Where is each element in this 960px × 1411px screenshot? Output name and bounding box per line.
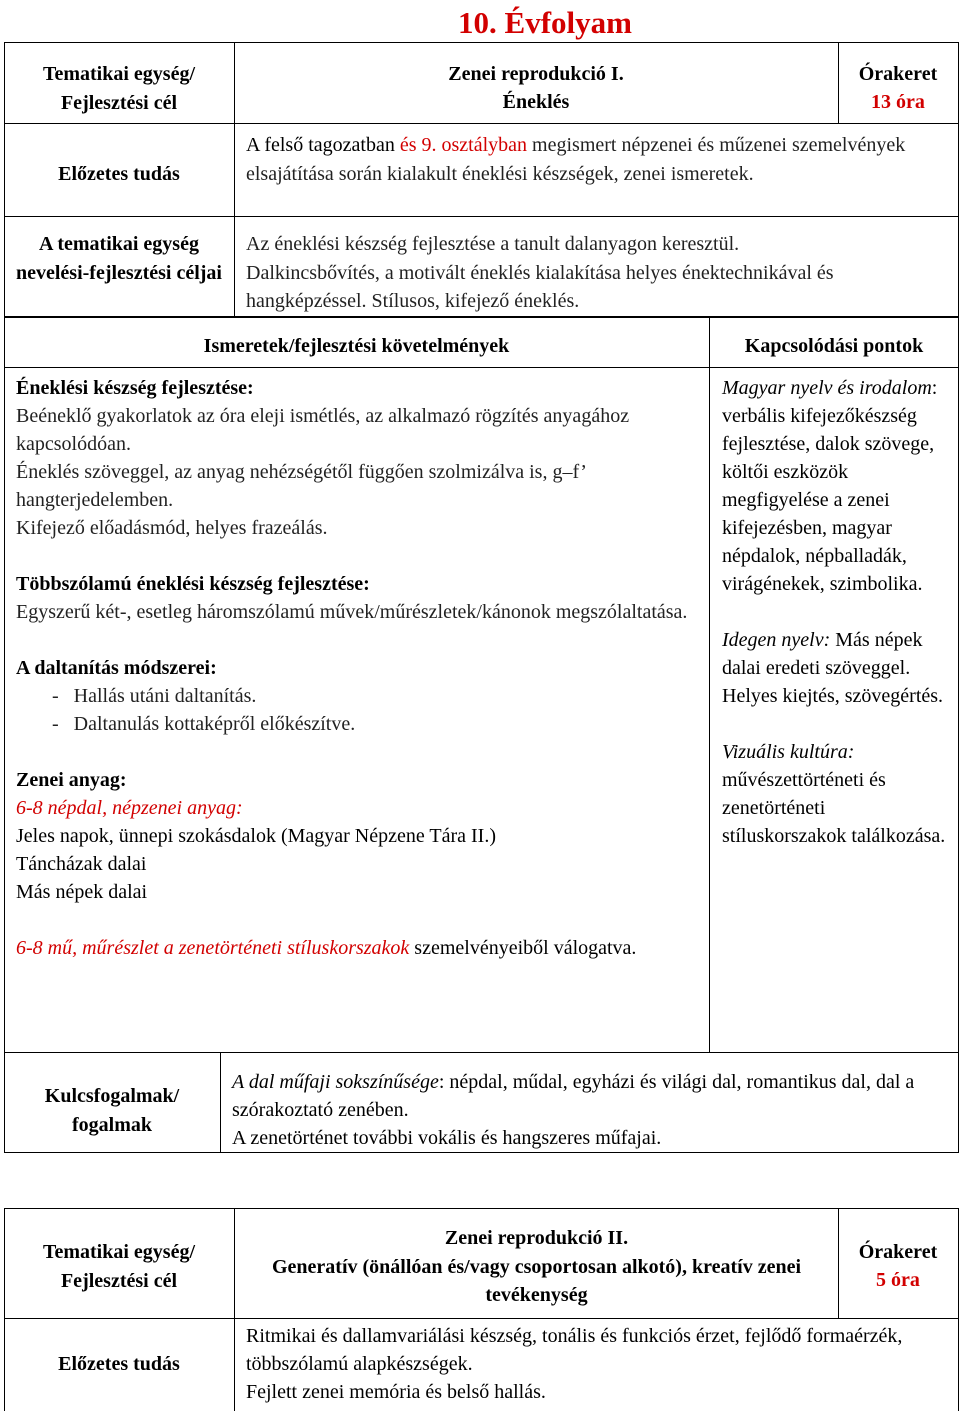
- kapcs-subject: Magyar nyelv és irodalom: [722, 377, 932, 399]
- celjai-text: [246, 230, 951, 316]
- kulcs-line: [232, 1068, 952, 1124]
- section-heading: Zenei anyag:: [16, 769, 127, 791]
- table1-left-border: [4, 42, 5, 1153]
- kulcs-line: A zenetörténet további vokális és hangszeres műfajai.: [232, 1127, 662, 1149]
- ismeretek-content: [16, 374, 701, 962]
- table2-top-border: [4, 1208, 959, 1209]
- label-celjai: A tematikai egység nevelési-fejlesztési céljai: [15, 233, 222, 284]
- table1-row-divider: [4, 367, 959, 368]
- kapcs-text: Más népek dalai eredeti szöveggel. Helyes kiejtés, szövegértés.: [722, 629, 944, 707]
- table2-row-divider: [4, 1318, 959, 1319]
- topic-title: Zenei reprodukció I.: [448, 63, 624, 85]
- orakeret-value-2: 5 óra: [876, 1269, 920, 1291]
- kapcs-item: [722, 738, 950, 850]
- label-elozetes-tudas-2: Előzetes tudás: [58, 1353, 180, 1375]
- kapcs-subject: Idegen nyelv:: [722, 629, 831, 651]
- kulcs-text: : népdal, műdal, egyházi és világi dal, romantikus dal, dal a szórakoztató zenében.: [232, 1071, 915, 1121]
- kulcs-term: A dal műfaji sokszínűsége: [232, 1071, 439, 1093]
- table1-top-border: [4, 42, 959, 43]
- elozetes-text-part: megismert népzenei és műzenei szemelvények elsajátítása során kialakult éneklési készségek, zenei ismeretek.: [246, 134, 906, 185]
- elozetes-line: Fejlett zenei memória és belső hallás.: [246, 1381, 546, 1403]
- zenei-anyag-text: mű, műrészlet a zenetörténeti stíluskorszakok: [42, 937, 410, 959]
- zenei-anyag-line: [16, 934, 701, 962]
- zenei-anyag-text: népdal, népzenei anyag:: [42, 797, 243, 819]
- elozetes-text-highlight: és 9.: [399, 134, 437, 156]
- elozetes-tudas-text: [246, 131, 946, 188]
- paragraph: Egyszerű két-, esetleg háromszólamú művek/műrészletek/kánonok megszólaltatása.: [16, 601, 688, 623]
- table1-bottom-border: [4, 1152, 959, 1153]
- orakeret-label-2: Órakeret: [858, 1241, 938, 1263]
- kapcs-text: művészettörténeti és zenetörténeti stíluskorszakok találkozása.: [722, 769, 946, 847]
- kulcsfogalmak-text: [232, 1068, 952, 1152]
- table1-right-border: [958, 42, 959, 1153]
- kapcsolodasi-content: [722, 374, 950, 850]
- table1-col-divider: [709, 317, 710, 1053]
- zenei-anyag-line: [16, 794, 701, 822]
- label-tematikai-egyseg-2: Tematikai egység/ Fejlesztési cél: [42, 1241, 196, 1292]
- kapcs-item: [722, 374, 950, 598]
- elozetes-text-highlight: osztályban: [436, 134, 528, 156]
- table1-row-divider: [4, 1052, 959, 1053]
- kapcs-subject: Vizuális kultúra:: [722, 741, 855, 763]
- kapcs-text: : verbális kifejezőkészség fejlesztése, dalok szövege, költői eszközök megfigyelése a zenei kifejezésben, magyar népdalok, népballadák, virágénekek, szimbolika.: [722, 377, 938, 595]
- table1-col-divider: [220, 1052, 221, 1153]
- table1-row-divider: [4, 216, 959, 217]
- celjai-line: Dalkincsbővítés, a motivált éneklés kialakítása helyes énektechnikával és hangképzéssel. Stílusos, kifejező éneklés.: [246, 261, 834, 312]
- label-elozetes-tudas: Előzetes tudás: [58, 163, 180, 185]
- kapcs-item: [722, 626, 950, 710]
- orakeret-value: 13 óra: [871, 91, 925, 113]
- table2-right-border: [958, 1208, 959, 1411]
- paragraph: Éneklés szöveggel, az anyag nehézségétől függően szolmizálva is, g–f’ hangterjedelemben.: [16, 461, 586, 511]
- orakeret-label: Órakeret: [858, 63, 938, 85]
- count-highlight: 6-8: [16, 937, 43, 959]
- celjai-line: Az éneklési készség fejlesztése a tanult dalanyagon keresztül.: [246, 233, 740, 255]
- list-item: - Daltanulás kottaképről előkészítve.: [52, 713, 356, 735]
- paragraph: Kifejező előadásmód, helyes frazeálás.: [16, 517, 328, 539]
- elozetes-text-part: A felső tagozatban: [246, 134, 400, 156]
- table2-left-border: [4, 1208, 5, 1411]
- section-heading: Többszólamú éneklési készség fejlesztése:: [16, 573, 370, 595]
- list-item: - Hallás utáni daltanítás.: [52, 685, 257, 707]
- table2-col-divider: [234, 1208, 235, 1411]
- col-header-kapcsolodasi: Kapcsolódási pontok: [744, 335, 924, 357]
- elozetes-line: Ritmikai és dallamvariálási készség, tonális és funkciós érzet, fejlődő formaérzék, többszólamú alapkészségek.: [246, 1325, 903, 1375]
- zenei-anyag-line: Táncházak dalai: [16, 853, 147, 875]
- label-tematikai-egyseg: Tematikai egység/ Fejlesztési cél: [42, 63, 196, 114]
- topic-title-line: Generatív (önállóan és/vagy csoportosan alkotó), kreatív zenei tevékenység: [271, 1255, 802, 1306]
- section-heading: Éneklési készség fejlesztése:: [16, 377, 254, 399]
- topic-subtitle: Éneklés: [502, 91, 570, 113]
- col-header-ismeretek: Ismeretek/fejlesztési követelmények: [203, 335, 510, 357]
- table1-row-divider: [4, 123, 959, 124]
- topic-title-2: [264, 1224, 809, 1310]
- label-kulcsfogalmak: Kulcsfogalmak/ fogalmak: [44, 1085, 180, 1136]
- zenei-anyag-line: Más népek dalai: [16, 881, 148, 903]
- page-title: 10. Évfolyam: [458, 5, 632, 40]
- zenei-anyag-text: szemelvényeiből válogatva.: [409, 937, 637, 959]
- paragraph: Beéneklő gyakorlatok az óra eleji ismétlés, az alkalmazó rögzítés anyagához kapcsolódóan.: [16, 405, 630, 455]
- count-highlight: 6-8: [16, 797, 43, 819]
- topic-title-line: Zenei reprodukció II.: [444, 1227, 629, 1249]
- zenei-anyag-line: Jeles napok, ünnepi szokásdalok (Magyar Népzene Tára II.): [16, 825, 496, 847]
- section-heading: A daltanítás módszerei:: [16, 657, 217, 679]
- table1-row-divider: [4, 316, 959, 318]
- elozetes-tudas-text-2: [246, 1322, 951, 1406]
